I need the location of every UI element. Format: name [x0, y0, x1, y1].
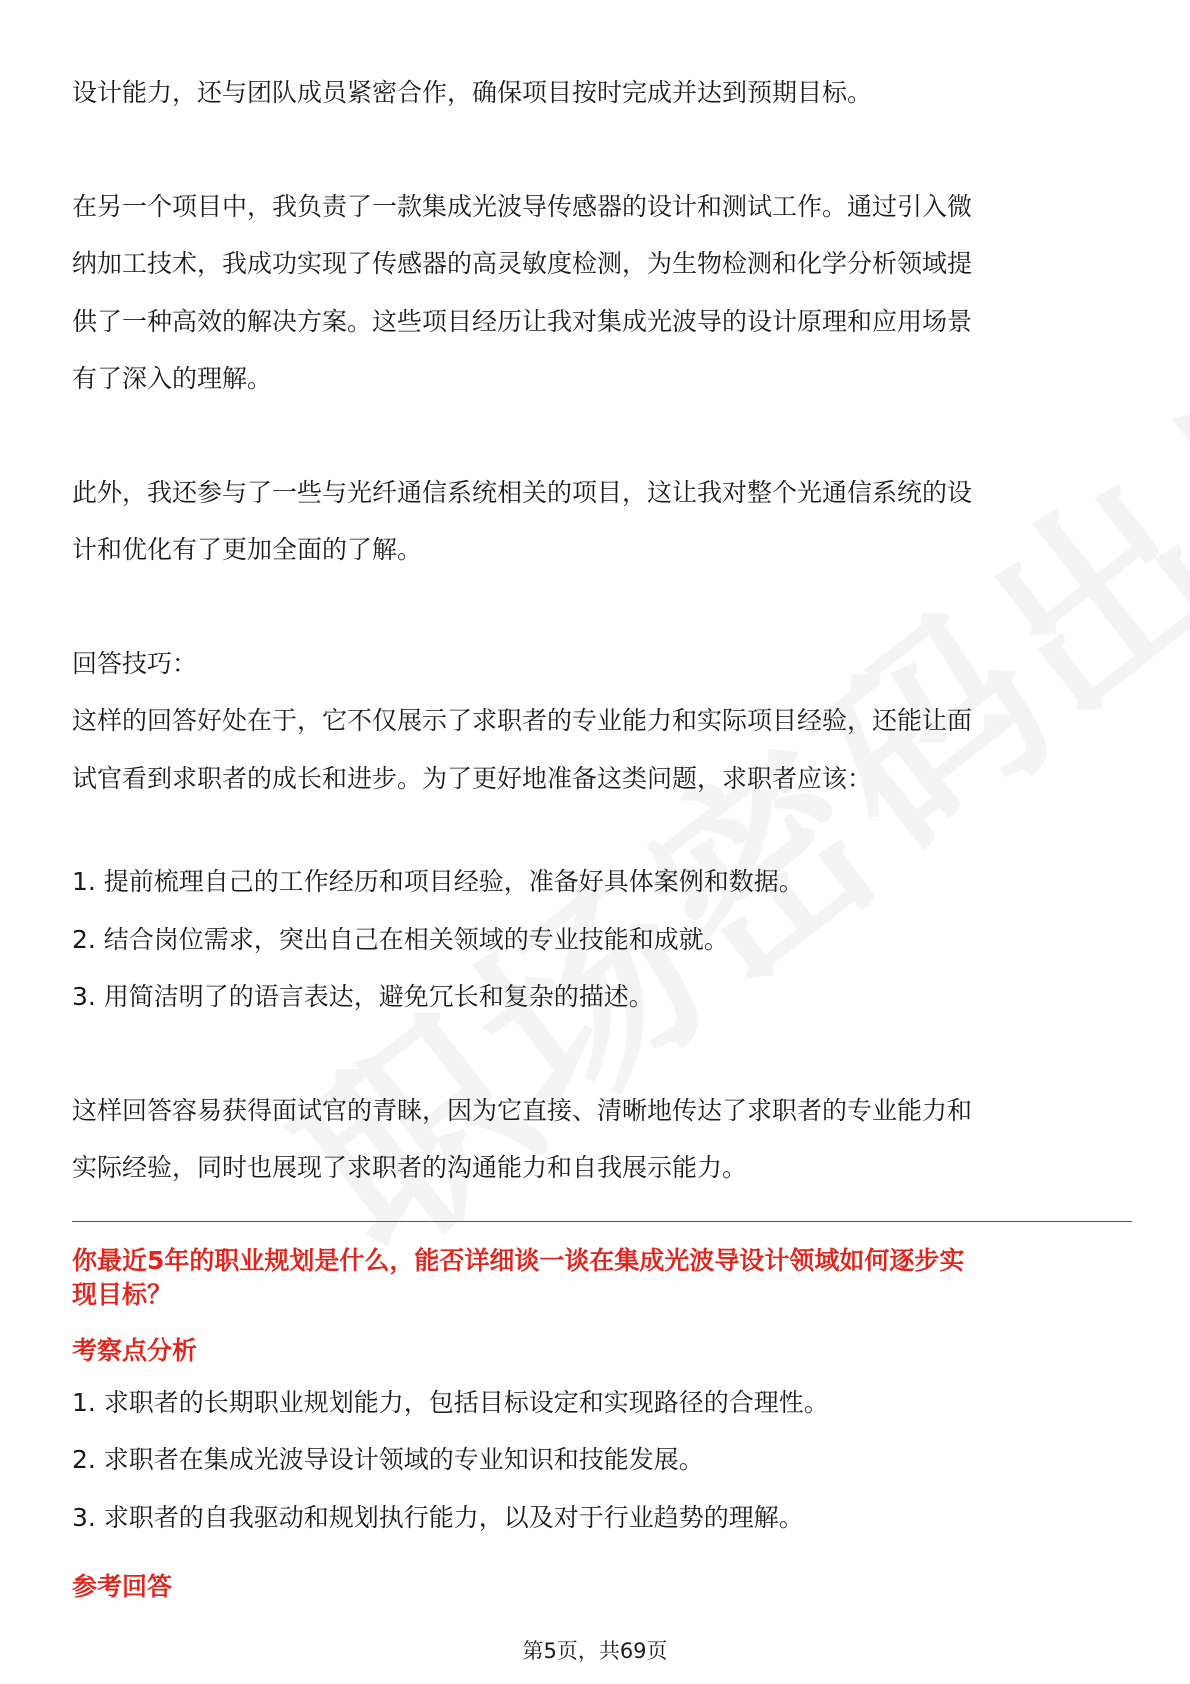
- tips-heading: 回答技巧：: [72, 648, 198, 678]
- paragraph-2-line: 纳加工技术，我成功实现了传感器的高灵敏度检测，为生物检测和化学分析领域提: [72, 249, 973, 278]
- paragraph-2-line: 有了深入的理解。: [72, 364, 273, 393]
- paragraph-3: [72, 464, 1118, 579]
- section-divider: [72, 1221, 1132, 1222]
- paragraph-2-line: 在另一个项目中，我负责了一款集成光波导传感器的设计和测试工作。通过引入微: [72, 191, 973, 221]
- tips-intro-line: 试官看到求职者的成长和进步。为了更好地准备这类问题，求职者应该：: [72, 763, 873, 793]
- analysis-list-item: 2. 求职者在集成光波导设计领域的专业知识和技能发展。: [72, 1445, 704, 1474]
- tips-list-item: 1. 提前梳理自己的工作经历和项目经验，准备好具体案例和数据。: [72, 867, 804, 896]
- next-question-section: [72, 1244, 1118, 1605]
- analysis-list-item: 3. 求职者的自我驱动和规划执行能力，以及对于行业趋势的理解。: [72, 1502, 804, 1532]
- question-title-line: 你最近5年的职业规划是什么，能否详细谈一谈在集成光波导设计领域如何逐步实: [72, 1245, 965, 1275]
- tips-conclusion-line: 这样回答容易获得面试官的青睐，因为它直接、清晰地传达了求职者的专业能力和: [72, 1095, 973, 1125]
- analysis-heading: 考察点分析: [72, 1335, 198, 1365]
- reference-answer-heading: 参考回答: [72, 1572, 173, 1601]
- paragraph-2: [72, 178, 1118, 408]
- tips-intro-line: 这样的回答好处在于，它不仅展示了求职者的专业能力和实际项目经验，还能让面: [72, 706, 973, 735]
- tips-conclusion-line: 实际经验，同时也展现了求职者的沟通能力和自我展示能力。: [72, 1153, 748, 1182]
- paragraph-1: 设计能力，还与团队成员紧密合作，确保项目按时完成并达到预期目标。: [72, 78, 873, 107]
- paragraph-3-line: 计和优化有了更加全面的了解。: [72, 535, 423, 564]
- answer-tips-section: [72, 635, 1118, 1197]
- tips-list-item: 3. 用简洁明了的语言表达，避免冗长和复杂的描述。: [72, 982, 654, 1011]
- analysis-list-item: 1. 求职者的长期职业规划能力，包括目标设定和实现路径的合理性。: [72, 1387, 829, 1417]
- paragraph-3-line: 此外，我还参与了一些与光纤通信系统相关的项目，这让我对整个光通信系统的设: [72, 477, 973, 507]
- question-title-line: 现目标？: [72, 1279, 173, 1309]
- tips-list-item: 2. 结合岗位需求，突出自己在相关领域的专业技能和成就。: [72, 924, 729, 954]
- page-content: [72, 64, 1118, 1604]
- page-number-footer: 第5页，共69页: [522, 1639, 668, 1663]
- paragraph-2-line: 供了一种高效的解决方案。这些项目经历让我对集成光波导的设计原理和应用场景: [72, 306, 973, 336]
